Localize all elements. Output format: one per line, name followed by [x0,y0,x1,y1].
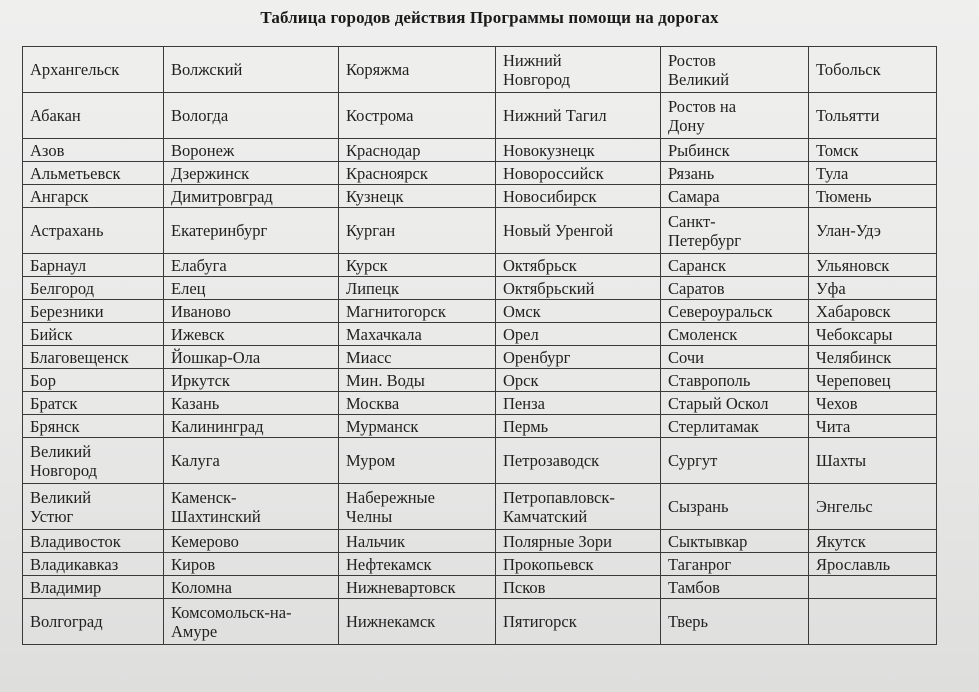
table-row [23,530,937,553]
table-cell: Дзержинск [164,162,339,185]
table-cell: Коряжма [339,47,496,93]
table-cell: Октябрьский [496,277,661,300]
table-cell: Великий Устюг [23,484,164,530]
table-cell: Орск [496,369,661,392]
table-cell: Альметьевск [23,162,164,185]
table-cell: Рязань [661,162,809,185]
table-cell: Брянск [23,415,164,438]
table-cell: Пермь [496,415,661,438]
table-cell: Нефтекамск [339,553,496,576]
table-cell: Кемерово [164,530,339,553]
table-cell: Киров [164,553,339,576]
table-cell: Чебоксары [809,323,937,346]
table-cell: Калининград [164,415,339,438]
table-cell: Елец [164,277,339,300]
table-cell: Чехов [809,392,937,415]
table-cell: Тверь [661,599,809,645]
table-cell: Чита [809,415,937,438]
table-cell: Мурманск [339,415,496,438]
table-cell: Димитровград [164,185,339,208]
table-cell: Новокузнецк [496,139,661,162]
table-row [23,576,937,599]
table-cell: Сызрань [661,484,809,530]
table-cell: Владивосток [23,530,164,553]
table-cell: Липецк [339,277,496,300]
table-cell: Тольятти [809,93,937,139]
table-cell: Бор [23,369,164,392]
table-cell: Шахты [809,438,937,484]
table-cell: Великий Новгород [23,438,164,484]
table-row [23,484,937,530]
table-cell: Таганрог [661,553,809,576]
table-row [23,47,937,93]
table-cell: Пятигорск [496,599,661,645]
table-row [23,208,937,254]
table-cell: Бийск [23,323,164,346]
table-cell: Нальчик [339,530,496,553]
cities-table [22,46,937,645]
table-row [23,185,937,208]
table-cell: Череповец [809,369,937,392]
table-cell: Кузнецк [339,185,496,208]
table-cell: Вологда [164,93,339,139]
table-row [23,277,937,300]
table-cell: Калуга [164,438,339,484]
table-row [23,162,937,185]
table-cell: Миасс [339,346,496,369]
table-row [23,415,937,438]
table-cell: Комсомольск-на- Амуре [164,599,339,645]
table-cell: Пенза [496,392,661,415]
table-cell: Новороссийск [496,162,661,185]
table-cell: Улан-Удэ [809,208,937,254]
table-cell: Псков [496,576,661,599]
table-cell: Волгоград [23,599,164,645]
table-row [23,323,937,346]
table-cell: Нижний Тагил [496,93,661,139]
table-cell: Новосибирск [496,185,661,208]
table-cell: Москва [339,392,496,415]
table-cell: Якутск [809,530,937,553]
table-cell: Набережные Челны [339,484,496,530]
table-cell: Нижний Новгород [496,47,661,93]
table-cell: Иваново [164,300,339,323]
table-cell: Орел [496,323,661,346]
table-cell: Сыктывкар [661,530,809,553]
table-cell: Иркутск [164,369,339,392]
table-cell: Старый Оскол [661,392,809,415]
table-cell: Рыбинск [661,139,809,162]
table-cell: Энгельс [809,484,937,530]
table-cell: Братск [23,392,164,415]
table-cell: Курск [339,254,496,277]
table-cell: Махачкала [339,323,496,346]
table-cell: Краснодар [339,139,496,162]
table-cell: Челябинск [809,346,937,369]
table-cell: Казань [164,392,339,415]
table-cell: Красноярск [339,162,496,185]
table-cell: Петрозаводск [496,438,661,484]
table-cell: Хабаровск [809,300,937,323]
table-cell: Волжский [164,47,339,93]
table-cell: Ростов на Дону [661,93,809,139]
table-cell: Нижневартовск [339,576,496,599]
table-cell: Белгород [23,277,164,300]
table-cell: Елабуга [164,254,339,277]
table-cell: Благовещенск [23,346,164,369]
table-cell: Нижнекамск [339,599,496,645]
table-cell: Ставрополь [661,369,809,392]
table-cell: Йошкар-Ола [164,346,339,369]
cities-table-body [23,47,937,645]
table-cell: Мин. Воды [339,369,496,392]
table-cell: Ростов Великий [661,47,809,93]
table-cell: Кострома [339,93,496,139]
table-cell: Оренбург [496,346,661,369]
table-cell: Екатеринбург [164,208,339,254]
table-cell: Томск [809,139,937,162]
table-cell [809,576,937,599]
table-cell: Ангарск [23,185,164,208]
table-row [23,553,937,576]
table-cell: Владимир [23,576,164,599]
table-cell: Астрахань [23,208,164,254]
table-cell: Ижевск [164,323,339,346]
table-cell: Муром [339,438,496,484]
table-cell: Тюмень [809,185,937,208]
table-cell: Сургут [661,438,809,484]
table-cell: Архангельск [23,47,164,93]
table-cell: Березники [23,300,164,323]
table-cell: Ульяновск [809,254,937,277]
table-cell: Сочи [661,346,809,369]
table-cell: Ярославль [809,553,937,576]
table-row [23,599,937,645]
table-row [23,369,937,392]
table-cell: Саратов [661,277,809,300]
document-title: Таблица городов действия Программы помощи на дорогах [260,8,719,27]
table-row [23,139,937,162]
table-row [23,346,937,369]
table-cell [809,599,937,645]
table-cell: Новый Уренгой [496,208,661,254]
table-row [23,392,937,415]
table-cell: Североуральск [661,300,809,323]
table-cell: Октябрьск [496,254,661,277]
table-cell: Барнаул [23,254,164,277]
table-cell: Воронеж [164,139,339,162]
table-cell: Санкт- Петербург [661,208,809,254]
table-cell: Магнитогорск [339,300,496,323]
table-cell: Тобольск [809,47,937,93]
table-cell: Полярные Зори [496,530,661,553]
table-cell: Каменск- Шахтинский [164,484,339,530]
table-cell: Уфа [809,277,937,300]
table-cell: Абакан [23,93,164,139]
table-cell: Тула [809,162,937,185]
table-cell: Курган [339,208,496,254]
table-cell: Петропавловск- Камчатский [496,484,661,530]
table-row [23,254,937,277]
table-cell: Тамбов [661,576,809,599]
table-cell: Смоленск [661,323,809,346]
table-cell: Стерлитамак [661,415,809,438]
table-cell: Прокопьевск [496,553,661,576]
table-cell: Саранск [661,254,809,277]
table-cell: Азов [23,139,164,162]
table-cell: Омск [496,300,661,323]
table-row [23,93,937,139]
table-row [23,300,937,323]
table-cell: Владикавказ [23,553,164,576]
table-cell: Коломна [164,576,339,599]
table-row [23,438,937,484]
table-cell: Самара [661,185,809,208]
